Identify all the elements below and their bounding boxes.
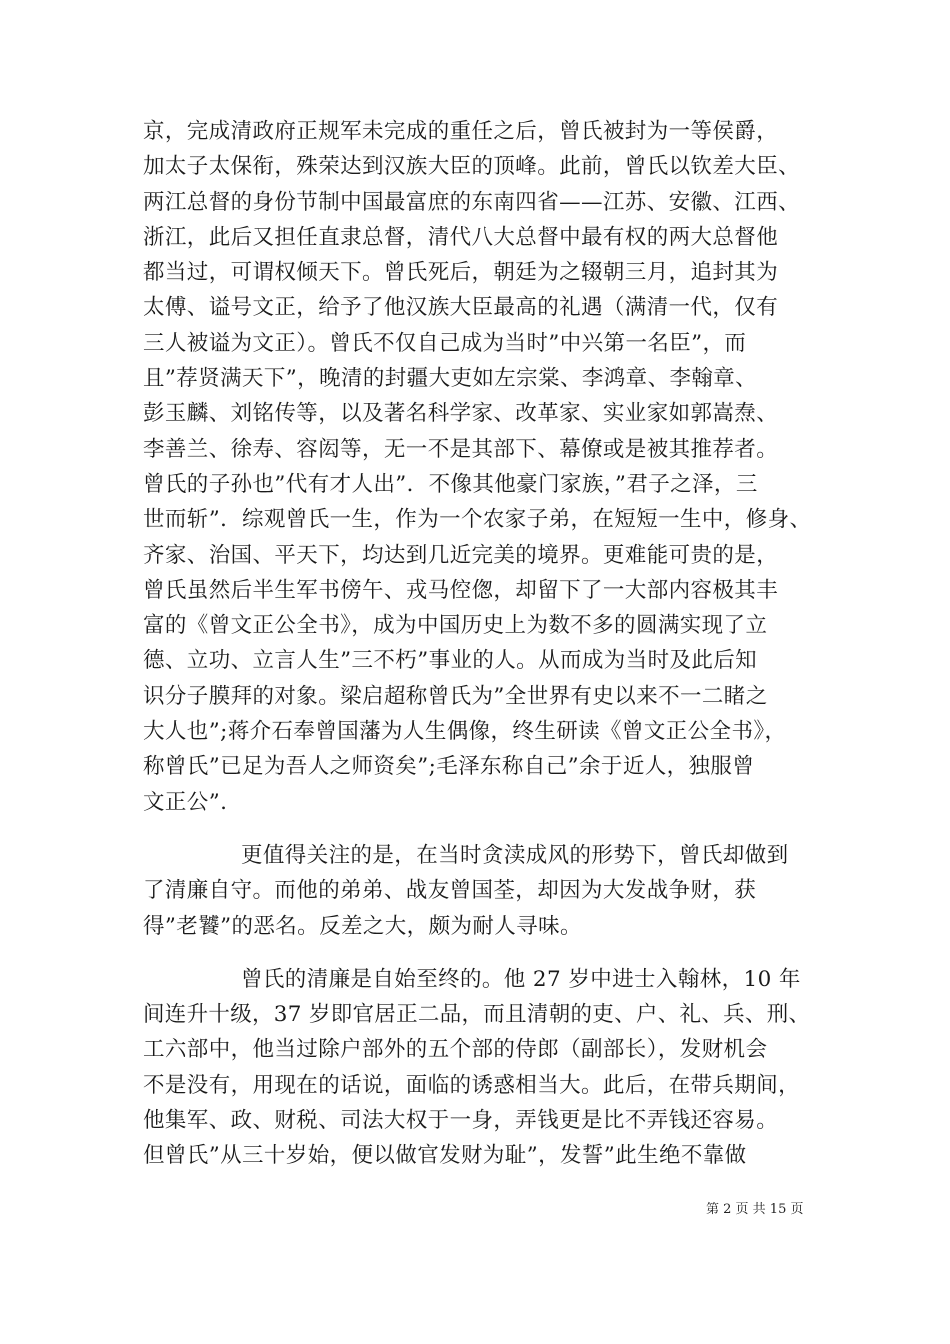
text-line: 都当过，可谓权倾天下。曾氏死后，朝廷为之辍朝三月，追封其为 bbox=[143, 260, 779, 286]
paragraph bbox=[143, 838, 813, 944]
text-line: 大人也”;蒋介石奉曾国藩为人生偶像，终生研读《曾文正公全书》， bbox=[143, 719, 787, 745]
paragraph bbox=[143, 962, 813, 1174]
text-line: 浙江，此后又担任直隶总督，清代八大总督中最有权的两大总督他 bbox=[143, 224, 779, 250]
paragraph bbox=[143, 114, 813, 820]
text-line: 曾氏的清廉是自始至终的。他 27 岁中进士入翰林，10 年 bbox=[241, 966, 801, 992]
text-line: 称曾氏”已足为吾人之师资矣”;毛泽东称自己”余于近人，独服曾 bbox=[143, 754, 755, 780]
text-line: 彭玉麟、刘铭传等，以及著名科学家、改革家、实业家如郭嵩焘、 bbox=[143, 401, 779, 427]
text-line: 更值得关注的是，在当时贪渎成风的形势下，曾氏却做到 bbox=[241, 842, 789, 868]
text-line: 了清廉自守。而他的弟弟、战友曾国荃，却因为大发战争财，获 bbox=[143, 878, 757, 904]
text-line: 富的《曾文正公全书》，成为中国历史上为数不多的圆满实现了立 bbox=[143, 613, 768, 639]
text-line: 曾氏的子孙也”代有才人出”．不像其他豪门家族，”君子之泽，三 bbox=[143, 471, 758, 497]
text-line: 不是没有，用现在的话说，面临的诱惑相当大。此后，在带兵期间， bbox=[143, 1072, 801, 1098]
text-line: 两江总督的身份节制中国最富庶的东南四省——江苏、安徽、江西、 bbox=[143, 189, 801, 215]
text-line: 李善兰、徐寿、容闳等，无一不是其部下、幕僚或是被其推荐者。 bbox=[143, 436, 779, 462]
page-number-footer: 第 2 页 共 15 页 bbox=[706, 1202, 804, 1217]
text-line: 世而斩”．综观曾氏一生，作为一个农家子弟，在短短一生中，修身、 bbox=[143, 507, 812, 533]
text-line: 识分子膜拜的对象。梁启超称曾氏为”全世界有史以来不一二睹之 bbox=[143, 683, 768, 709]
text-line: 间连升十级，37 岁即官居正二品，而且清朝的吏、户、礼、兵、刑、 bbox=[143, 1002, 811, 1028]
text-line: 太傅、谥号文正，给予了他汉族大臣最高的礼遇（满清一代，仅有 bbox=[143, 295, 779, 321]
paragraph-gap bbox=[143, 944, 813, 962]
text-line: 齐家、治国、平天下，均达到几近完美的境界。更难能可贵的是， bbox=[143, 542, 779, 568]
paragraph-gap bbox=[143, 820, 813, 838]
text-line: 德、立功、立言人生”三不朽”事业的人。从而成为当时及此后知 bbox=[143, 648, 758, 674]
text-line: 他集军、政、财税、司法大权于一身，弄钱更是比不弄钱还容易。 bbox=[143, 1108, 779, 1134]
text-line: 但曾氏”从三十岁始，便以做官发财为耻”，发誓”此生绝不靠做 bbox=[143, 1143, 747, 1169]
body-text bbox=[143, 114, 813, 1174]
text-line: 文正公”. bbox=[143, 789, 228, 815]
text-line: 加太子太保衔，殊荣达到汉族大臣的顶峰。此前，曾氏以钦差大臣、 bbox=[143, 154, 801, 180]
text-line: 得”老饕”的恶名。反差之大，颇为耐人寻味。 bbox=[143, 913, 582, 939]
text-line: 工六部中，他当过除户部外的五个部的侍郎（副部长），发财机会 bbox=[143, 1037, 768, 1063]
text-line: 且”荐贤满天下”，晚清的封疆大吏如左宗棠、李鸿章、李翰章、 bbox=[143, 366, 758, 392]
text-line: 三人被谥为文正）。曾氏不仅自己成为当时”中兴第一名臣”，而 bbox=[143, 330, 747, 356]
text-line: 曾氏虽然后半生军书傍午、戎马倥偬，却留下了一大部内容极其丰 bbox=[143, 577, 779, 603]
text-line: 京，完成清政府正规军未完成的重任之后，曾氏被封为一等侯爵， bbox=[143, 119, 779, 144]
